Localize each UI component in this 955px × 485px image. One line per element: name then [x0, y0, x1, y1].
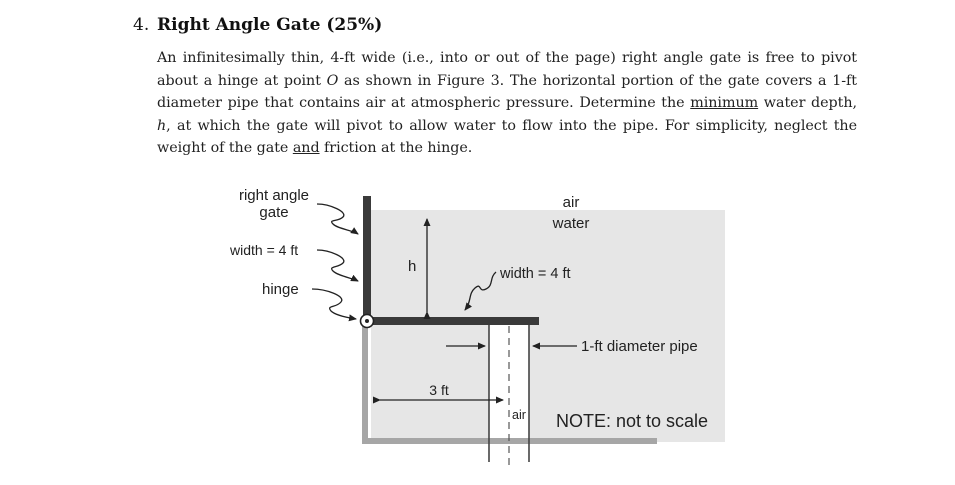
h-label: h	[408, 258, 417, 275]
hinge-label: hinge	[262, 281, 299, 298]
statement-text: An infinitesimally thin, 4-ft wide (i.e., into or out of the page) right angle gate is free to pivot about a hinge at point	[157, 50, 857, 89]
point-o-symbol: O	[326, 72, 339, 89]
statement-text: friction at the hinge.	[319, 140, 473, 157]
underlined-minimum: minimum	[690, 95, 759, 112]
underlined-and: and	[292, 140, 320, 157]
statement-text: , at which the gate will pivot to allow water to flow into the pipe. For simplicity, neglect the weight of the gate	[157, 117, 857, 157]
gate-label-line1: right angle	[238, 187, 310, 204]
problem-title: Right Angle Gate (25%)	[157, 15, 383, 35]
gate-label-line2: gate	[259, 204, 289, 221]
h-symbol: h	[157, 117, 167, 134]
gate-horizontal-leg	[366, 317, 539, 325]
statement-text: as shown in Figure 3. The horizontal portion of the gate covers a 1-ft diameter pipe that contains air at atmospheric pressure. Determine the	[157, 72, 857, 112]
three-ft-label: 3 ft	[429, 382, 449, 398]
hinge-center-dot	[365, 319, 369, 323]
statement-text: water depth,	[758, 95, 857, 112]
width-leader-squiggle	[317, 250, 358, 281]
air-label-top: air	[562, 194, 580, 211]
gate-vertical-leg	[363, 196, 371, 322]
gate-leader-squiggle	[317, 204, 358, 234]
problem-number: 4.	[133, 15, 150, 35]
width-label-right: width = 4 ft	[500, 266, 571, 282]
water-label: water	[552, 215, 590, 232]
pipe-label: 1-ft diameter pipe	[581, 338, 698, 355]
hinge-leader-squiggle	[312, 289, 356, 319]
air-label-pipe: air	[512, 408, 526, 422]
water-region	[371, 210, 725, 442]
width-label-left: width = 4 ft	[230, 242, 299, 258]
note-label: NOTE: not to scale	[556, 411, 709, 431]
